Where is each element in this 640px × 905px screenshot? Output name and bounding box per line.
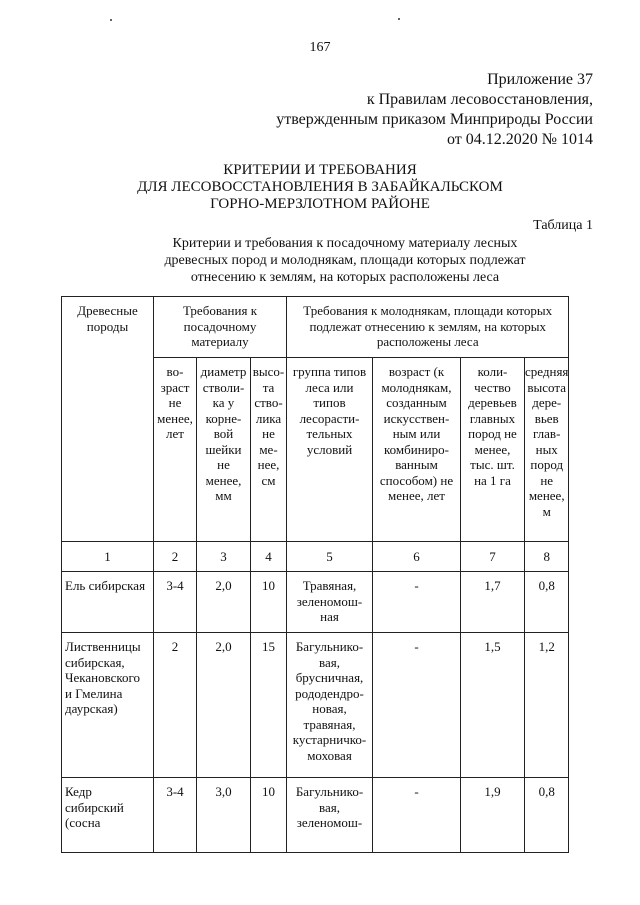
header-diameter: диаметр стволи- ка у корне- вой шейки не менее, мм bbox=[197, 358, 251, 542]
cell-height: 10 bbox=[251, 778, 287, 853]
caption-line: древесных пород и молоднякам, площади которых подлежат bbox=[164, 253, 526, 268]
cell-young-age: - bbox=[373, 778, 461, 853]
scan-speck bbox=[110, 19, 112, 21]
cell-height: 10 bbox=[251, 572, 287, 633]
cell-mean-height: 0,8 bbox=[525, 778, 569, 853]
cell-mean-height: 0,8 bbox=[525, 572, 569, 633]
annex-line: утвержденным приказом Минприроды России bbox=[276, 111, 593, 128]
header-row bbox=[62, 297, 569, 358]
cell-species: Лиственницы сибирская, Чекановского и Гмелина даурская) bbox=[62, 633, 154, 778]
cell-tree-count: 1,7 bbox=[461, 572, 525, 633]
header-young-age: возраст (к молоднякам, созданным искусствен- ным или комбиниро- ванным способом) не менее, лет bbox=[373, 358, 461, 542]
column-number: 8 bbox=[525, 542, 569, 572]
cell-mean-height: 1,2 bbox=[525, 633, 569, 778]
cell-forest-type: Багульнико- вая, зеленомош- bbox=[287, 778, 373, 853]
cell-height: 15 bbox=[251, 633, 287, 778]
table-row bbox=[62, 572, 569, 633]
cell-forest-type: Багульнико- вая, брусничная, рододендро- новая, травяная, кустарничко- моховая bbox=[287, 633, 373, 778]
cell-age: 3-4 bbox=[154, 778, 197, 853]
column-number: 3 bbox=[197, 542, 251, 572]
header-forest-type: группа типов леса или типов лесорасти- тельных условий bbox=[287, 358, 373, 542]
column-number: 2 bbox=[154, 542, 197, 572]
header-age: во- зраст не менее, лет bbox=[154, 358, 197, 542]
cell-species: Кедр сибирский (сосна bbox=[62, 778, 154, 853]
column-number: 4 bbox=[251, 542, 287, 572]
header-species: Древесные породы bbox=[62, 297, 154, 542]
cell-age: 3-4 bbox=[154, 572, 197, 633]
cell-diameter: 3,0 bbox=[197, 778, 251, 853]
cell-diameter: 2,0 bbox=[197, 633, 251, 778]
page-number: 167 bbox=[309, 40, 331, 55]
header-height: высо- та ство- лика не ме- нее, см bbox=[251, 358, 287, 542]
document-title bbox=[0, 162, 640, 213]
title-line: КРИТЕРИИ И ТРЕБОВАНИЯ bbox=[223, 162, 417, 178]
cell-species: Ель сибирская bbox=[62, 572, 154, 633]
table-row bbox=[62, 778, 569, 853]
column-number: 7 bbox=[461, 542, 525, 572]
title-line: ГОРНО-МЕРЗЛОТНОМ РАЙОНЕ bbox=[210, 196, 430, 212]
annex-line: Приложение 37 bbox=[487, 71, 593, 88]
column-number: 5 bbox=[287, 542, 373, 572]
table-label: Таблица 1 bbox=[533, 218, 593, 233]
cell-tree-count: 1,5 bbox=[461, 633, 525, 778]
caption-line: Критерии и требования к посадочному материалу лесных bbox=[172, 236, 518, 251]
table-caption bbox=[0, 235, 640, 286]
header-mean-height: средняя высота дере- вьев глав- ных пород не менее, м bbox=[525, 358, 569, 542]
cell-tree-count: 1,9 bbox=[461, 778, 525, 853]
caption-line: отнесению к землям, на которых расположены леса bbox=[190, 270, 500, 285]
header-tree-count: коли- чество деревьев главных пород не менее, тыс. шт. на 1 га bbox=[461, 358, 525, 542]
cell-young-age: - bbox=[373, 572, 461, 633]
cell-forest-type: Травяная, зеленомош- ная bbox=[287, 572, 373, 633]
annex-header bbox=[276, 70, 593, 150]
annex-line: от 04.12.2020 № 1014 bbox=[446, 131, 593, 148]
header-planting-material: Требования к посадочному материалу bbox=[154, 297, 287, 358]
criteria-table bbox=[61, 296, 569, 853]
column-number-row bbox=[62, 542, 569, 572]
header-young-stands: Требования к молоднякам, площади которых подлежат отнесению к землям, на которых расположены леса bbox=[287, 297, 569, 358]
cell-diameter: 2,0 bbox=[197, 572, 251, 633]
annex-line: к Правилам лесовосстановления, bbox=[366, 91, 593, 108]
scan-speck bbox=[398, 18, 400, 20]
title-line: ДЛЯ ЛЕСОВОССТАНОВЛЕНИЯ В ЗАБАЙКАЛЬСКОМ bbox=[137, 179, 503, 195]
cell-young-age: - bbox=[373, 633, 461, 778]
cell-age: 2 bbox=[154, 633, 197, 778]
column-number: 6 bbox=[373, 542, 461, 572]
table-row bbox=[62, 633, 569, 778]
column-number: 1 bbox=[62, 542, 154, 572]
